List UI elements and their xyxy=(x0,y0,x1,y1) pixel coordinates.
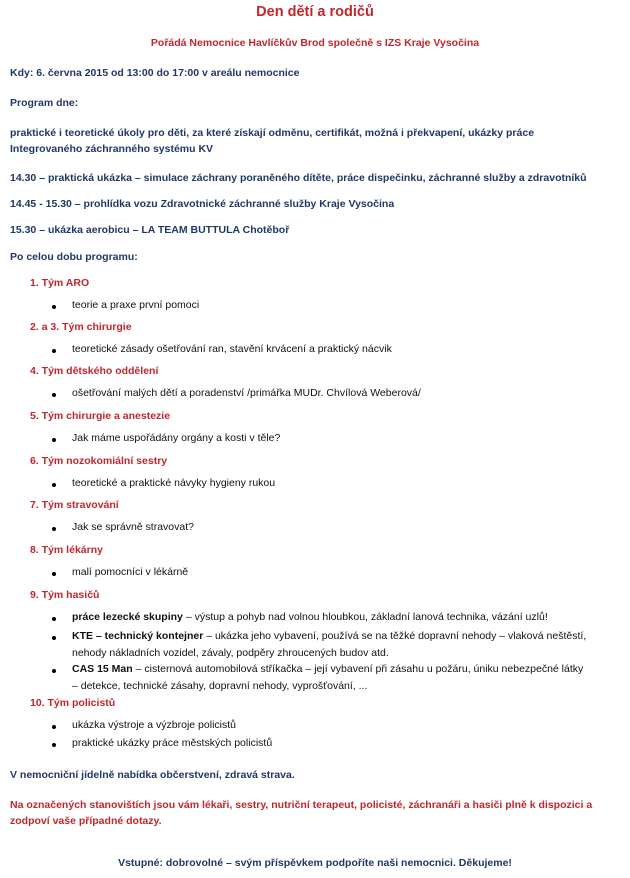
team-heading: 1. Tým ARO xyxy=(30,277,90,289)
team-item: Jak se správně stravovat? xyxy=(72,521,194,533)
bullet-icon xyxy=(52,669,56,673)
bullet-icon xyxy=(52,572,56,576)
all-day-heading: Po celou dobu programu: xyxy=(10,251,138,263)
organizer-line: Pořádá Nemocnice Havlíčkův Brod společně s IZS Kraje Vysočina xyxy=(150,37,480,49)
team-item: ošetřování malých dětí a poradenství /primářka MUDr. Chvílová Weberová/ xyxy=(72,387,421,399)
team-heading: 4. Tým dětského oddělení xyxy=(30,365,159,377)
bullet-icon xyxy=(52,438,56,442)
schedule-item: 14.45 - 15.30 – prohlídka vozu Zdravotnické záchranné služby Kraje Vysočina xyxy=(10,198,395,210)
bullet-icon xyxy=(52,527,56,531)
schedule-item: 14.30 – praktická ukázka – simulace záchrany poraněného dítěte, práce dispečinku, záchranné služby a zdravotníků xyxy=(10,172,587,184)
team-item xyxy=(72,611,548,623)
team-item xyxy=(72,630,586,642)
entry-fee-note: Vstupné: dobrovolné – svým příspěvkem podpoříte naši nemocnici. Děkujeme! xyxy=(118,857,512,869)
team-heading: 2. a 3. Tým chirurgie xyxy=(30,321,132,333)
team-item xyxy=(72,663,583,675)
intro-line: praktické i teoretické úkoly pro děti, za které získají odměnu, certifikát, možná i překvapení, ukázky práce xyxy=(10,127,535,139)
bullet-icon xyxy=(52,617,56,621)
team-item-rest: – výstup a pohyb nad volnou hloubkou, základní lanová technika, vázání uzlů! xyxy=(182,611,548,623)
bullet-icon xyxy=(52,636,56,640)
team-item: teoretické zásady ošetřování ran, stavění krvácení a praktický nácvik xyxy=(72,343,392,355)
team-item: praktické ukázky práce městských policistů xyxy=(72,737,273,749)
bullet-icon xyxy=(52,349,56,353)
event-date: Kdy: 6. června 2015 od 13:00 do 17:00 v areálu nemocnice xyxy=(10,67,300,79)
bullet-icon xyxy=(52,725,56,729)
team-item-continuation: – detekce, technické zásahy, dopravní nehody, vyprošťování, ... xyxy=(72,680,368,692)
team-heading: 10. Tým policistů xyxy=(30,697,116,709)
team-item: ukázka výstroje a výzbroje policistů xyxy=(72,719,236,731)
team-heading: 6. Tým nozokomiální sestry xyxy=(30,455,168,467)
team-item-continuation: nehody nákladních vozidel, závaly, podpěry zhroucených budov atd. xyxy=(72,647,389,659)
intro-line: Integrovaného záchranného systému KV xyxy=(10,143,214,155)
program-heading: Program dne: xyxy=(10,97,79,109)
team-item-rest: – cisternová automobilová stříkačka – její vybavení při zásahu u požáru, úniku nebezpečné látky xyxy=(132,663,584,675)
team-heading: 5. Tým chirurgie a anestezie xyxy=(30,410,171,422)
schedule-item: 15.30 – ukázka aerobicu – LA TEAM BUTTULA Chotěboř xyxy=(10,224,290,236)
team-item-rest: – ukázka jeho vybavení, používá se na těžké dopravní nehody – vlaková neštěstí, xyxy=(203,630,587,642)
bullet-icon xyxy=(52,743,56,747)
stations-note: Na označených stanovištích jsou vám lékaři, sestry, nutriční terapeut, policisté, záchranáři a hasiči plně k dispozici a xyxy=(10,799,593,811)
team-heading: 7. Tým stravování xyxy=(30,499,119,511)
bullet-icon xyxy=(52,483,56,487)
team-item-bold: práce lezecké skupiny xyxy=(72,611,183,623)
team-item: Jak máme uspořádány orgány a kosti v těle? xyxy=(72,432,281,444)
document-title: Den dětí a rodičů xyxy=(256,4,374,20)
team-item: malí pomocníci v lékárně xyxy=(72,566,189,578)
team-item: teoretické a praktické návyky hygieny rukou xyxy=(72,477,276,489)
bullet-icon xyxy=(52,305,56,309)
team-item-bold: KTE – technický kontejner xyxy=(72,630,204,642)
team-item: teorie a praxe první pomoci xyxy=(72,299,200,311)
team-heading: 9. Tým hasičů xyxy=(30,589,100,601)
team-heading: 8. Tým lékárny xyxy=(30,544,103,556)
stations-note: zodpoví vaše případné dotazy. xyxy=(10,815,162,827)
bullet-icon xyxy=(52,393,56,397)
canteen-note: V nemocniční jídelně nabídka občerstvení, zdravá strava. xyxy=(10,769,295,781)
team-item-bold: CAS 15 Man xyxy=(72,663,133,675)
